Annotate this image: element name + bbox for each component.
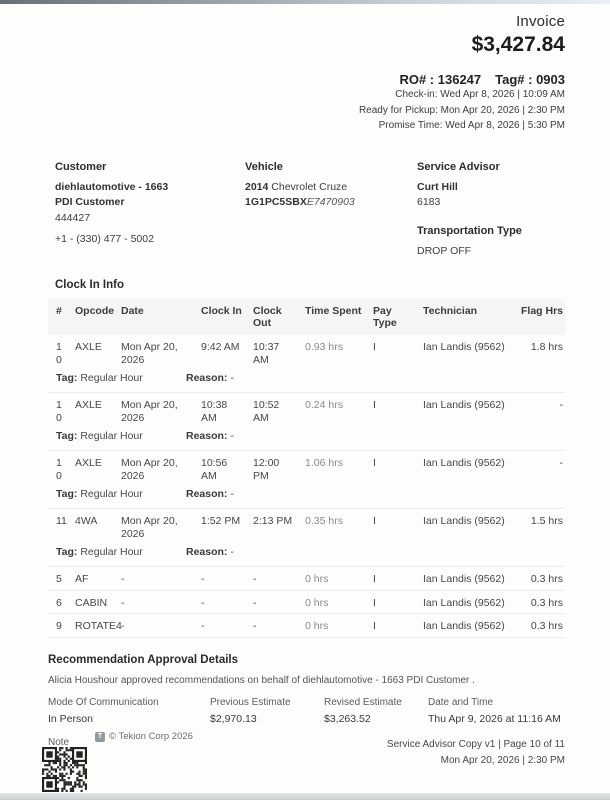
tag-label: Tag: (56, 430, 78, 442)
reason-value: - (230, 430, 234, 442)
cell-time-spent: 1.06 hrs (305, 457, 343, 469)
cell-clock-in: 10:56 AM (201, 457, 228, 482)
cell-line-number: 9 (56, 620, 62, 632)
ro-tag-line (0, 72, 565, 87)
tag-value: Regular Hour (80, 372, 143, 384)
cell-line-number: 11 (56, 515, 67, 527)
cell-line-number: 10 (56, 457, 62, 482)
clock-in-table (48, 299, 565, 638)
tag-reason-row (48, 370, 565, 392)
cell-technician: Ian Landis (9562) (423, 457, 505, 469)
reason-value: - (230, 488, 234, 500)
clock-in-info-title: Clock In Info (55, 279, 124, 291)
cell-pay-type: I (373, 573, 376, 585)
cell-date: Mon Apr 20, 2026 (121, 399, 178, 424)
field-label: Revised Estimate (324, 696, 402, 708)
footer-page-info (387, 737, 565, 768)
reason-cell (186, 546, 234, 559)
party-info-section (55, 161, 565, 260)
tag-label: Tag: (56, 488, 78, 500)
cell-technician: Ian Landis (9562) (423, 399, 505, 411)
qr-code (42, 747, 87, 792)
cell-opcode: ROTATE4 (75, 620, 122, 632)
cell-time-spent: 0 hrs (305, 620, 329, 632)
approval-fields (48, 697, 565, 725)
mode-of-communication-field (48, 697, 210, 725)
reason-value: - (230, 546, 234, 558)
cell-opcode: AXLE (75, 457, 102, 469)
cell-clock-out: 12:00 PM (253, 457, 280, 482)
table-row-group (48, 614, 565, 638)
field-label: Mode Of Communication (48, 696, 159, 708)
invoice-header (0, 0, 610, 134)
advisor-block (417, 161, 565, 260)
clock-table-header (48, 299, 565, 335)
cell-flag-hrs: - (559, 399, 563, 411)
cell-pay-type: I (373, 596, 376, 609)
tag-cell (56, 372, 186, 385)
note-label: Note (48, 736, 70, 748)
vin-prefix: 1G1PC5SBX (245, 196, 307, 208)
table-row-group (48, 567, 565, 591)
column-header: Clock Out (253, 305, 282, 329)
tag-cell (56, 546, 186, 559)
cell-flag-hrs: 0.3 hrs (530, 573, 563, 585)
cell-clock-out: 10:37 AM (253, 341, 280, 366)
approval-title: Recommendation Approval Details (48, 653, 239, 666)
checkin-time: Check-in: Wed Apr 8, 2026 | 10:09 AM (395, 89, 565, 100)
reason-label: Reason: (186, 488, 228, 500)
column-header: Time Spent (305, 305, 362, 317)
cell-opcode: AF (75, 573, 89, 585)
cell-date: - (121, 596, 125, 609)
advisor-number: 6183 (417, 196, 441, 208)
tag-number: Tag# : 0903 (495, 72, 565, 87)
cell-flag-hrs: 0.3 hrs (530, 620, 563, 632)
column-header: # (56, 305, 62, 317)
tag-value: Regular Hour (80, 488, 143, 500)
tag-reason-row (48, 544, 565, 566)
scan-edge-bottom (0, 793, 610, 800)
cell-line-number: 10 (56, 399, 62, 424)
previous-estimate-field (210, 697, 324, 725)
column-header: Pay Type (373, 305, 397, 329)
cell-opcode: 4WA (75, 515, 98, 527)
transportation-heading: Transportation Type (417, 224, 522, 237)
tag-value: Regular Hour (80, 546, 143, 558)
cell-clock-out: 2:13 PM (253, 515, 293, 527)
reason-cell (186, 488, 234, 501)
cell-opcode: CABIN (75, 596, 108, 609)
customer-heading: Customer (55, 160, 107, 173)
advisor-name: Curt Hill (417, 180, 458, 193)
customer-name: diehlautomotive - 1663 (55, 180, 169, 193)
cell-clock-out: - (253, 620, 257, 632)
table-row (48, 614, 565, 637)
cell-technician: Ian Landis (9562) (423, 573, 505, 585)
customer-type: PDI Customer (55, 196, 125, 208)
field-value: $2,970.13 (210, 712, 257, 725)
customer-phone: +1 - (330) 477 - 5002 (55, 233, 154, 245)
table-row (48, 335, 565, 370)
copy-version-page: Service Advisor Copy v1 | Page 10 of 11 (386, 739, 565, 750)
tag-reason-row (48, 428, 565, 450)
cell-clock-in: - (201, 596, 205, 609)
cell-clock-in: 9:42 AM (201, 341, 240, 353)
vehicle-year: 2014 (245, 180, 269, 193)
reason-cell (186, 372, 234, 385)
cell-clock-in: 10:38 AM (201, 399, 228, 424)
cell-opcode: AXLE (75, 399, 102, 411)
cell-clock-in: - (201, 573, 205, 585)
scan-edge-top (0, 0, 610, 4)
vehicle-make-model: Chevrolet Cruze (271, 180, 348, 193)
cell-time-spent: 0.93 hrs (305, 341, 343, 353)
cell-clock-out: - (253, 596, 257, 609)
table-row-group (48, 509, 565, 567)
cell-line-number: 5 (56, 573, 62, 585)
invoice-title: Invoice (516, 13, 565, 30)
table-row (48, 509, 565, 544)
table-row-group (48, 393, 565, 451)
revised-estimate-field (324, 697, 428, 725)
tekion-copyright-line (95, 731, 193, 742)
cell-flag-hrs: 0.3 hrs (530, 596, 563, 609)
customer-block (55, 161, 245, 260)
cell-date: - (121, 620, 125, 632)
transportation-value: DROP OFF (417, 244, 472, 257)
cell-date: Mon Apr 20, 2026 (121, 457, 178, 482)
column-header: Technician (423, 305, 478, 317)
cell-time-spent: 0.24 hrs (305, 399, 343, 411)
cell-technician: Ian Landis (9562) (423, 596, 505, 609)
table-row (48, 393, 565, 428)
field-value: Thu Apr 9, 2026 at 11:16 AM (428, 712, 561, 725)
copyright-text: © Tekion Corp 2026 (109, 731, 193, 742)
tag-label: Tag: (56, 546, 78, 558)
tag-reason-row (48, 486, 565, 508)
cell-clock-out: 10:52 AM (253, 399, 280, 424)
column-header: Date (121, 305, 144, 317)
tag-label: Tag: (56, 372, 78, 384)
table-row (48, 451, 565, 486)
vehicle-model (245, 180, 417, 196)
table-row-group (48, 591, 565, 615)
promise-time: Promise Time: Wed Apr 8, 2026 | 5:30 PM (378, 120, 565, 131)
reason-label: Reason: (186, 546, 228, 558)
cell-flag-hrs: 1.5 hrs (530, 515, 563, 527)
clock-table-body (48, 335, 565, 638)
vehicle-heading: Vehicle (245, 160, 283, 173)
tekion-logo-icon: T (95, 732, 105, 742)
customer-number: 444427 (55, 211, 91, 224)
cell-flag-hrs: - (559, 457, 563, 469)
tag-cell (56, 488, 186, 501)
reason-cell (186, 430, 234, 443)
cell-date: Mon Apr 20, 2026 (121, 515, 178, 540)
cell-opcode: AXLE (75, 341, 102, 353)
cell-technician: Ian Landis (9562) (423, 515, 505, 527)
print-datetime: Mon Apr 20, 2026 | 2:30 PM (440, 754, 565, 766)
cell-flag-hrs: 1.8 hrs (530, 341, 563, 353)
cell-pay-type: I (373, 341, 376, 353)
cell-line-number: 10 (56, 341, 62, 366)
invoice-amount: $3,427.84 (471, 33, 565, 56)
approval-statement: Alicia Houshour approved recommendations on behalf of diehlautomotive - 1663 PDI Customer . (48, 674, 475, 686)
field-value: $3,263.52 (324, 712, 371, 725)
cell-date: - (121, 573, 125, 585)
advisor-heading: Service Advisor (417, 160, 500, 173)
ready-for-pickup-time: Ready for Pickup: Mon Apr 20, 2026 | 2:30 PM (358, 104, 565, 116)
column-header: Opcode (75, 305, 115, 317)
column-header: Flag Hrs (520, 305, 563, 317)
cell-clock-out: - (253, 573, 257, 585)
reason-label: Reason: (186, 372, 228, 384)
cell-time-spent: 0 hrs (305, 573, 329, 585)
table-row (48, 591, 565, 614)
cell-line-number: 6 (56, 596, 62, 609)
cell-technician: Ian Landis (9562) (423, 341, 505, 353)
cell-pay-type: I (373, 515, 376, 527)
field-label: Date and Time (428, 696, 494, 708)
cell-time-spent: 0.35 hrs (305, 515, 343, 527)
date-and-time-field (428, 697, 565, 725)
tag-cell (56, 430, 186, 443)
vehicle-block (245, 161, 417, 260)
table-row-group (48, 451, 565, 509)
table-row (48, 567, 565, 590)
cell-clock-in: 1:52 PM (201, 515, 241, 527)
vin-suffix: E7470903 (306, 196, 355, 208)
column-header: Clock In (201, 305, 242, 317)
reason-label: Reason: (186, 430, 228, 442)
cell-date: Mon Apr 20, 2026 (121, 341, 178, 366)
tag-value: Regular Hour (80, 430, 143, 442)
vehicle-vin (245, 195, 417, 211)
cell-clock-in: - (201, 620, 205, 632)
reason-value: - (230, 372, 234, 384)
table-row-group (48, 335, 565, 393)
ro-number: RO# : 136247 (399, 72, 482, 87)
field-value: In Person (48, 712, 93, 725)
cell-pay-type: I (373, 457, 376, 469)
cell-time-spent: 0 hrs (305, 596, 329, 609)
cell-pay-type: I (373, 620, 376, 632)
cell-technician: Ian Landis (9562) (423, 620, 505, 632)
field-label: Previous Estimate (210, 696, 291, 708)
cell-pay-type: I (373, 399, 376, 411)
